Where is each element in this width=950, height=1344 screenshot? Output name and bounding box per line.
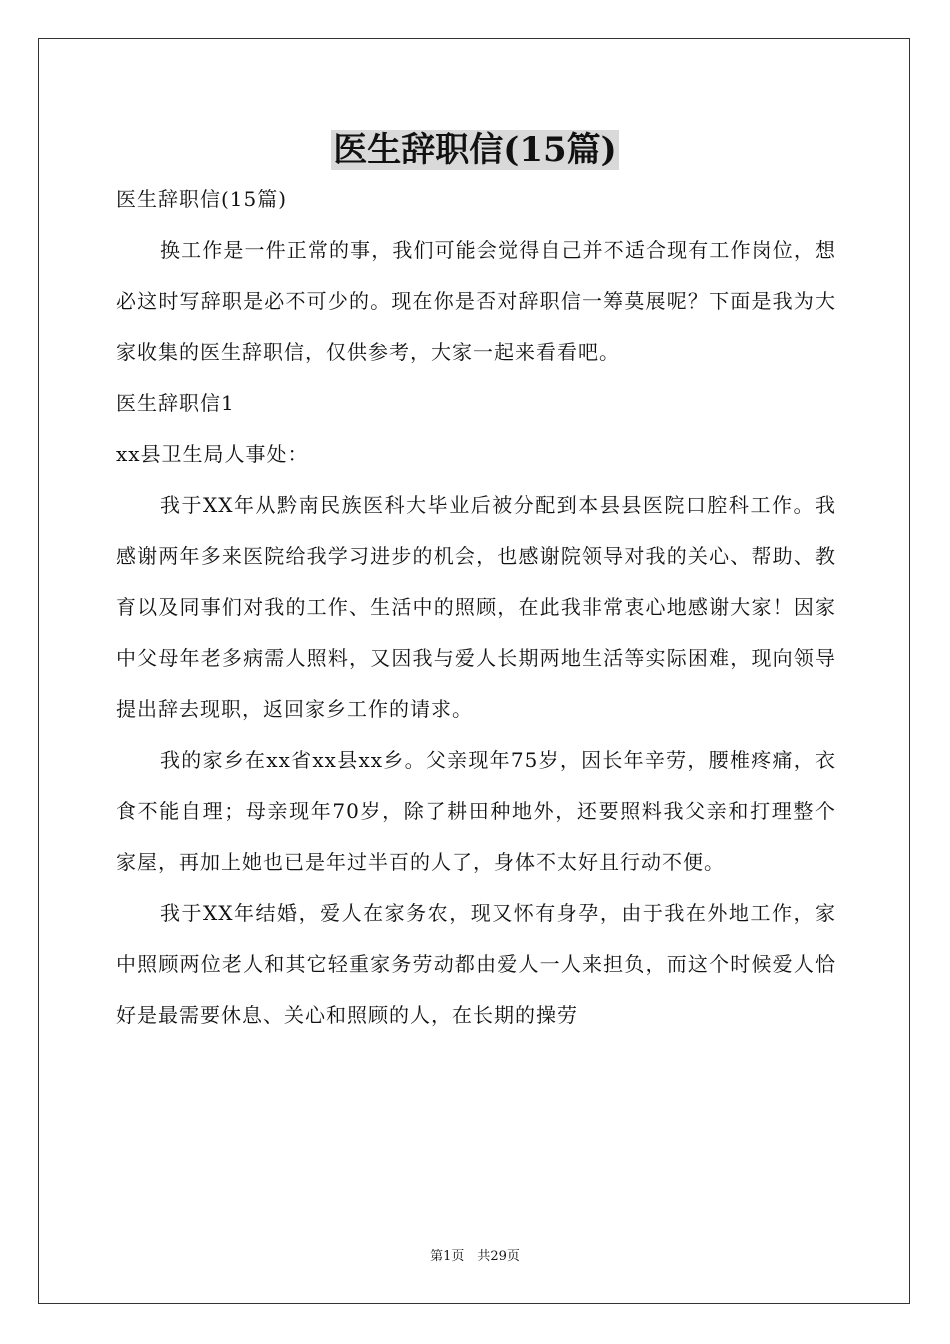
section-heading-letter-1: 医生辞职信1	[116, 391, 235, 415]
document-title-text: 医生辞职信(15篇)	[333, 130, 617, 170]
paragraph-body: 我于XX年结婚，爱人在家务农，现又怀有身孕，由于我在外地工作，家中照顾两位老人和其它轻重家务劳动都由爱人一人来担负，而这个时候爱人恰好是最需要休息、关心和照顾的人，在长期的操劳	[116, 901, 836, 1027]
paragraph-body: 我的家乡在xx省xx县xx乡。父亲现年75岁，因长年辛劳，腰椎疼痛，衣食不能自理；母亲现年70岁，除了耕田种地外，还要照料我父亲和打理整个家屋，再加上她也已是年过半百的人了，身体不太好且行动不便。	[116, 748, 836, 874]
letter-salutation: xx县卫生局人事处：	[116, 442, 309, 466]
document-body	[116, 174, 836, 1041]
paragraph-body: 我于XX年从黔南民族医科大毕业后被分配到本县县医院口腔科工作。我感谢两年多来医院给我学习进步的机会，也感谢院领导对我的关心、帮助、教育以及同事们对我的工作、生活中的照顾，在此我非常衷心地感谢大家！因家中父母年老多病需人照料，又因我与爱人长期两地生活等实际困难，现向领导提出辞去现职，返回家乡工作的请求。	[116, 493, 836, 721]
page-number: 第1页 共29页	[430, 1249, 520, 1264]
page-footer	[0, 1248, 950, 1266]
paragraph-intro: 换工作是一件正常的事，我们可能会觉得自己并不适合现有工作岗位，想必这时写辞职是必不可少的。现在你是否对辞职信一筹莫展呢？下面是我为大家收集的医生辞职信，仅供参考，大家一起来看看吧。	[116, 238, 836, 364]
paragraph-subtitle: 医生辞职信(15篇)	[116, 187, 288, 211]
document-title	[0, 124, 950, 176]
